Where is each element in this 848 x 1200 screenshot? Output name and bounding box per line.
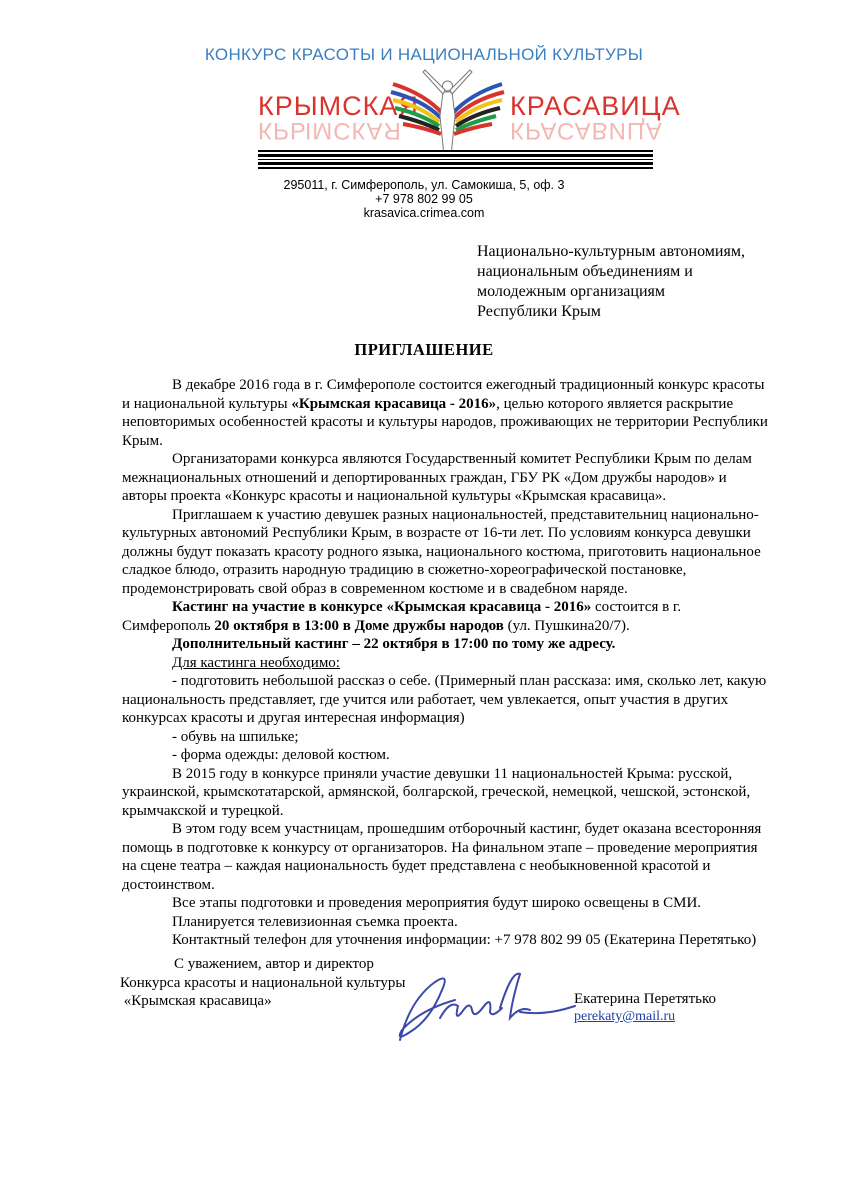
logo-figure-icon [385,66,510,158]
text-run: В декабре 2016 года в г. Симферополе состоится ежегодный традиционный конкурс красоты и национальной культуры [122,377,765,412]
casting-date-bold: 20 октября в 13:00 в Доме дружбы народов [214,617,504,634]
addressee-line: национальным объединениям и [477,263,693,280]
letterhead-website[interactable]: krasavica.crimea.com [363,206,485,220]
contest-name-bold: «Крымская красавица - 2016» [291,395,497,412]
letterhead-phone: +7 978 802 99 05 [375,192,473,206]
brand-name-right: КРАСАВИЦА [510,91,681,121]
signer-email-link[interactable]: perekaty@mail.ru [574,1009,676,1024]
brand-reflection-left: КРЫМСКАЯ [258,117,402,144]
contest-title: КОНКУРС КРАСОТЫ И НАЦИОНАЛЬНОЙ КУЛЬТУРЫ [204,45,644,64]
requirement-item: - форма одежды: деловой костюм. [172,747,390,763]
addressee-line: Республики Крым [477,303,601,320]
paragraph-casting [122,598,772,635]
extra-casting-bold: Дополнительный кастинг – 22 октября в 17:00 по тому же адресу. [172,636,616,652]
text-run: состоится в г. Симферополь [122,599,682,634]
letterhead-address: 295011, г. Симферополь, ул. Самокиша, 5, оф. 3 [283,178,565,192]
paragraph-requirements-heading [122,654,772,673]
document-title: ПРИГЛАШЕНИЕ [354,340,494,359]
closing-line: Конкурса красоты и национальной культуры [120,974,406,991]
casting-title-bold: Кастинг на участие в конкурсе «Крымская красавица - 2016» [172,599,592,615]
signature-image [380,960,580,1050]
addressee-block [477,242,745,322]
paragraph-intro [122,376,772,450]
paragraph-contact: Контактный телефон для уточнения информации: +7 978 802 99 05 (Екатерина Перетятько) [172,932,757,948]
requirement-item: - обувь на шпильке; [172,728,299,745]
text-run: , целью которого является раскрытие неповторимых особенностей красоты и культуры народов, проживающих не территории Республики Крым. [122,395,768,449]
brand-name-left: КРЫМСКАЯ [258,91,419,121]
letterhead-stripes [258,150,653,169]
requirement-item: - подготовить небольшой рассказ о себе. (Примерный план рассказа: имя, сколько лет, какую национальность представляет, где учится или работает, чем увлекается, опыт участия в других конкурсах красоты и другая интересная информация) [122,673,767,726]
paragraph-invitation: Приглашаем к участию девушек разных национальностей, представительниц национально-культурных автономий Республики Крым, в возрасте от 16-ти лет. По условиям конкурса девушки должны будут показать красоту родного языка, национального костюма, приготовить национальное сладкое блюдо, отразить народную традицию в сюжетно-хореографической постановке, продемонстрировать свой образ в современном костюме и в свадебном наряде. [122,506,761,597]
closing-line: С уважением, автор и директор [174,956,374,972]
paragraph-organizers: Организаторами конкурса являются Государственный комитет Республики Крым по делам межнациональных отношений и депортированных граждан, ГБУ РК «Дом дружбы народов» и авторы проекта «Конкурс красоты и национальной культуры «Крымская красавица». [122,451,752,504]
paragraph-media: Все этапы подготовки и проведения мероприятия будут широко освещены в СМИ. [172,895,702,911]
brand-reflection-right: КРАСАВИЦА [510,117,663,144]
requirements-heading: Для кастинга необходимо: [172,654,340,671]
closing-block [120,955,406,1011]
closing-line: «Крымская красавица» [120,993,272,1009]
addressee-line: молодежным организациям [477,283,665,300]
signer-block [574,990,716,1026]
signer-name: Екатерина Перетятько [574,991,716,1007]
text-run: (ул. Пушкина20/7). [503,617,630,634]
paragraph-extra-casting [122,635,772,654]
paragraph-support: В этом году всем участницам, прошедшим отборочный кастинг, будет оказана всесторонняя помощь в подготовке к конкурсу от организаторов. На финальном этапе – проведение мероприятия на сцене театра – каждая национальность будет представлена с необыкновенной красотой и достоинством. [122,821,762,893]
paragraph-tv: Планируется телевизионная съемка проекта. [172,913,458,930]
letter-body [122,376,772,950]
paragraph-history: В 2015 году в конкурсе приняли участие девушки 11 национальностей Крыма: русской, украинской, крымскотатарской, армянской, болгарской, греческой, немецкой, чешской, эстонской, крымчакской и турецкой. [122,765,751,819]
addressee-line: Национально-культурным автономиям, [477,243,745,260]
